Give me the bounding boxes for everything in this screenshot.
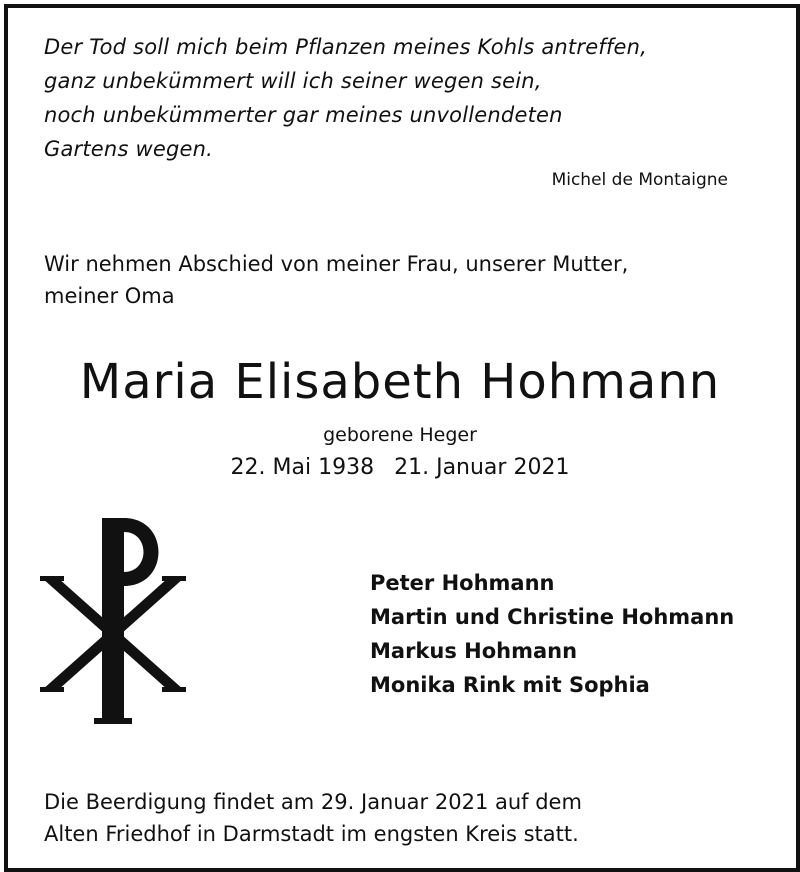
mourner-name: Martin und Christine Hohmann: [370, 605, 735, 629]
funeral-line: Die Beerdigung findet am 29. Januar 2021 auf dem: [44, 790, 582, 814]
quote-block: [44, 30, 647, 166]
birth-date: 22. Mai 1938: [230, 455, 375, 480]
chi-rho-serif: [94, 718, 132, 724]
chi-rho-icon: [40, 514, 186, 726]
intro-line: meiner Oma: [44, 284, 175, 308]
mourners-list: [370, 566, 734, 702]
chi-rho-serif: [162, 687, 186, 692]
death-date: 21. Januar 2021: [394, 455, 570, 480]
quote-line: noch unbekümmerter gar meines unvollendeten: [44, 103, 563, 127]
mourner-name: Monika Rink mit Sophia: [370, 673, 650, 697]
quote-line: Der Tod soll mich beim Pflanzen meines Kohls antreffen,: [44, 35, 647, 59]
quote-author: Michel de Montaigne: [551, 170, 728, 190]
quote-line: Gartens wegen.: [44, 137, 213, 161]
chi-rho-serif: [40, 576, 64, 581]
chi-rho-serif: [40, 687, 64, 692]
funeral-notice: [44, 786, 582, 850]
mourner-name: Markus Hohmann: [370, 639, 578, 663]
intro-text: [44, 248, 628, 312]
intro-line: Wir nehmen Abschied von meiner Frau, unserer Mutter,: [44, 252, 629, 276]
mourner-name: Peter Hohmann: [370, 571, 555, 595]
funeral-line: Alten Friedhof in Darmstadt im engsten Kreis statt.: [44, 822, 579, 846]
chi-rho-loop: [124, 518, 159, 586]
deceased-name: Maria Elisabeth Hohmann: [79, 354, 721, 410]
maiden-name: geborene Heger: [323, 424, 477, 446]
chi-rho-stem: [102, 518, 124, 722]
life-dates: [0, 455, 800, 480]
quote-line: ganz unbekümmert will ich seiner wegen sein,: [44, 69, 542, 93]
chi-rho-serif: [162, 576, 186, 581]
